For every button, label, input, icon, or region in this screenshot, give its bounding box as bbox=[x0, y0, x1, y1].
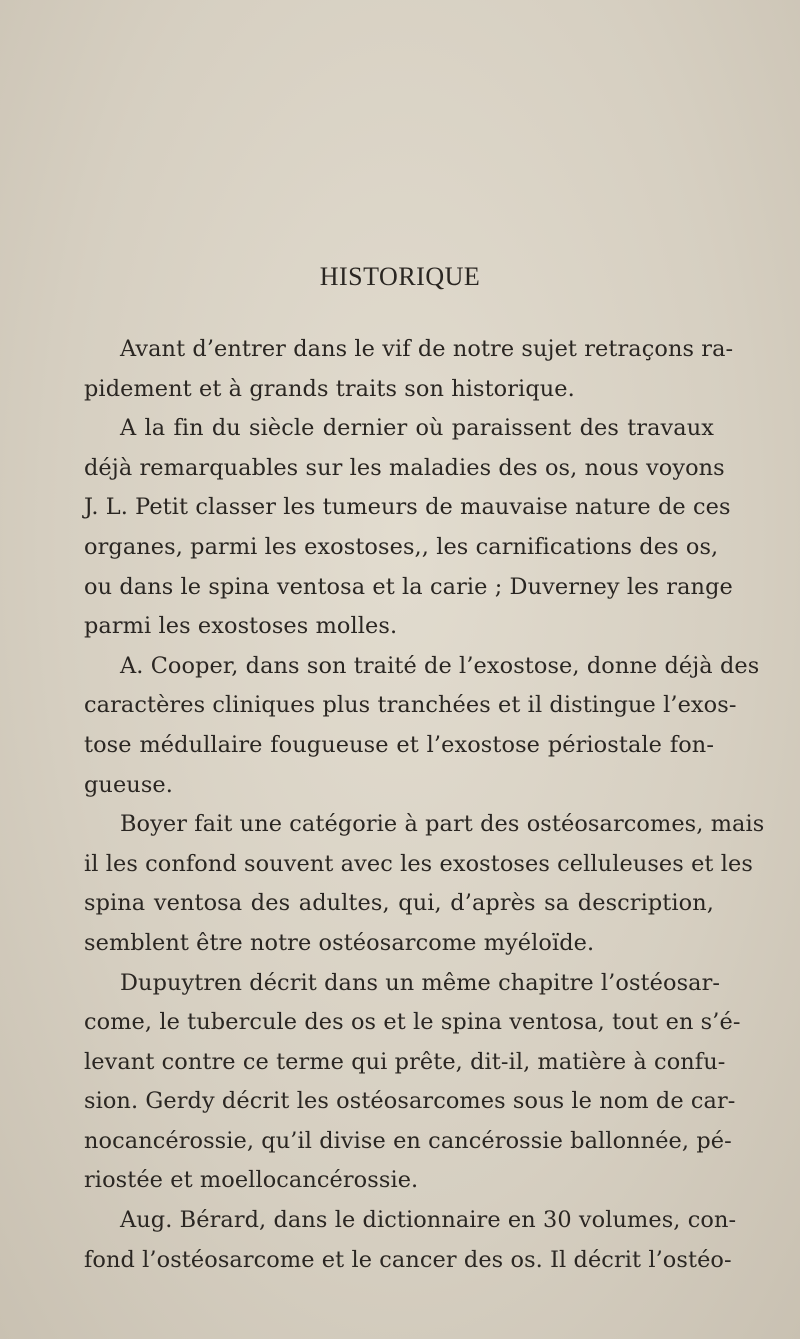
text-line: parmi les exostoses molles. bbox=[84, 613, 398, 640]
text-line: Boyer fait une catégorie à part des ostéosarcomes, mais bbox=[120, 811, 765, 838]
text-line: levant contre ce terme qui prête, dit-il, matière à confu- bbox=[84, 1048, 726, 1075]
text-line: pidement et à grands traits son historique. bbox=[84, 375, 575, 402]
text-line: gueuse. bbox=[84, 771, 173, 798]
text-line: A. Cooper, dans son traité de l’exostose, donne déjà des bbox=[120, 652, 760, 679]
text-line: come, le tubercule des os et le spina ventosa, tout en s’é- bbox=[84, 1009, 741, 1036]
section-heading: HISTORIQUE bbox=[319, 262, 481, 291]
text-line: fond l’ostéosarcome et le cancer des os. Il décrit l’ostéo- bbox=[84, 1246, 732, 1273]
text-line: J. L. Petit classer les tumeurs de mauvaise nature de ces bbox=[84, 494, 731, 521]
text-line: Dupuytren décrit dans un même chapitre l’ostéosar- bbox=[120, 969, 721, 996]
text-line: tose médullaire fougueuse et l’exostose périostale fon- bbox=[84, 731, 714, 758]
text-line: sion. Gerdy décrit les ostéosarcomes sous le nom de car- bbox=[84, 1088, 736, 1115]
text-line: Avant d’entrer dans le vif de notre sujet retraçons ra- bbox=[120, 336, 734, 362]
text-line: déjà remarquables sur les maladies des os, nous voyons bbox=[84, 454, 725, 481]
body-text bbox=[84, 330, 765, 1280]
text-line: organes, parmi les exostoses,, les carnifications des os, bbox=[84, 533, 719, 560]
text-line: caractères cliniques plus tranchées et il distingue l’exos- bbox=[84, 692, 737, 719]
text-line: riostée et moellocancérossie. bbox=[84, 1167, 419, 1194]
text-line: A la fin du siècle dernier où paraissent des travaux bbox=[120, 415, 714, 442]
text-line: spina ventosa des adultes, qui, d’après sa description, bbox=[84, 890, 714, 917]
text-line: il les confond souvent avec les exostoses celluleuses et les bbox=[84, 850, 753, 877]
text-line: nocancérossie, qu’il divise en cancérossie ballonnée, pé- bbox=[84, 1127, 732, 1154]
text-line: ou dans le spina ventosa et la carie ; Duverney les range bbox=[84, 573, 733, 600]
text-line: Aug. Bérard, dans le dictionnaire en 30 volumes, con- bbox=[120, 1207, 737, 1234]
text-line: semblent être notre ostéosarcome myéloïde. bbox=[84, 929, 595, 956]
